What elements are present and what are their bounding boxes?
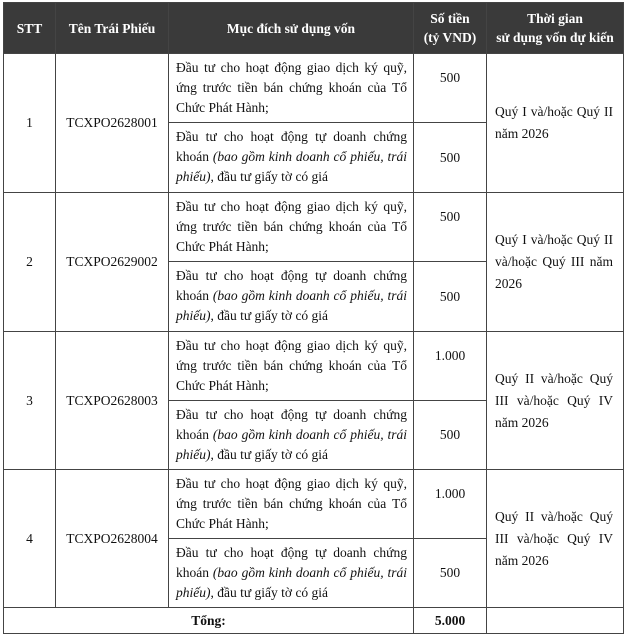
header-stt: STT [4,3,56,54]
row-amount-proprietary: 500 [414,401,487,470]
bond-use-of-proceeds-table [3,2,624,634]
row-time: Quý II và/hoặc Quý III và/hoặc Quý IV năm 2026 [487,332,624,470]
purpose-text-end: , đầu tư giấy tờ có giá [210,169,329,184]
total-label: Tổng: [4,608,414,634]
purpose-text: Đầu tư cho hoạt động tự doanh chứng khoán [176,407,407,442]
purpose-text-end: , đầu tư giấy tờ có giá [210,308,329,323]
header-amount-line1: Số tiền [430,11,470,26]
purpose-note: (bao gồm kinh doanh cổ phiếu, trái phiếu) [176,565,407,600]
row-stt: 2 [4,193,56,332]
header-amount [414,3,487,54]
row-amount-proprietary: 500 [414,123,487,193]
total-value: 5.000 [414,608,487,634]
row-purpose-margin: Đầu tư cho hoạt động giao dịch ký quỹ, ứng trước tiền bán chứng khoán của Tổ Chức Phát Hành; [169,54,414,123]
header-time [487,3,624,54]
row-time: Quý II và/hoặc Quý III và/hoặc Quý IV năm 2026 [487,470,624,608]
row-bond-name: TCXPO2629002 [56,193,169,332]
purpose-text: Đầu tư cho hoạt động tự doanh chứng khoán [176,129,407,164]
row-purpose-proprietary [169,262,414,332]
row-stt: 3 [4,332,56,470]
header-bond-name: Tên Trái Phiếu [56,3,169,54]
row-time: Quý I và/hoặc Quý II và/hoặc Quý III năm 2026 [487,193,624,332]
row-stt: 1 [4,54,56,193]
purpose-note: (bao gồm kinh doanh cổ phiếu, trái phiếu) [176,149,407,184]
row-stt: 4 [4,470,56,608]
purpose-note: (bao gồm kinh doanh cổ phiếu, trái phiếu) [176,288,407,323]
row-purpose-proprietary [169,539,414,608]
row-purpose-proprietary [169,401,414,470]
row-purpose-margin: Đầu tư cho hoạt động giao dịch ký quỹ, ứng trước tiền bán chứng khoán của Tổ Chức Phát Hành; [169,332,414,401]
table-row [4,470,624,539]
header-time-line1: Thời gian [527,11,583,26]
purpose-text: Đầu tư cho hoạt động tự doanh chứng khoán [176,268,407,303]
purpose-text: Đầu tư cho hoạt động tự doanh chứng khoán [176,545,407,580]
table-row [4,54,624,123]
purpose-text-end: , đầu tư giấy tờ có giá [210,585,329,600]
purpose-text-end: , đầu tư giấy tờ có giá [210,447,329,462]
row-amount-margin: 500 [414,54,487,123]
row-purpose-margin: Đầu tư cho hoạt động giao dịch ký quỹ, ứng trước tiền bán chứng khoán của Tổ Chức Phát Hành; [169,193,414,262]
row-bond-name: TCXPO2628003 [56,332,169,470]
header-row [4,3,624,54]
row-amount-proprietary: 500 [414,539,487,608]
header-purpose: Mục đích sử dụng vốn [169,3,414,54]
table-row [4,193,624,262]
row-time: Quý I và/hoặc Quý II năm 2026 [487,54,624,193]
row-purpose-margin: Đầu tư cho hoạt động giao dịch ký quỹ, ứng trước tiền bán chứng khoán của Tổ Chức Phát Hành; [169,470,414,539]
row-amount-margin: 1.000 [414,332,487,401]
total-row [4,608,624,634]
table-row [4,332,624,401]
row-amount-margin: 1.000 [414,470,487,539]
total-empty-cell [487,608,624,634]
header-amount-line2: (tỷ VND) [423,30,477,45]
row-purpose-proprietary [169,123,414,193]
row-amount-proprietary: 500 [414,262,487,332]
row-amount-margin: 500 [414,193,487,262]
row-bond-name: TCXPO2628004 [56,470,169,608]
row-bond-name: TCXPO2628001 [56,54,169,193]
purpose-note: (bao gồm kinh doanh cổ phiếu, trái phiếu) [176,427,407,462]
header-time-line2: sử dụng vốn dự kiến [496,30,614,45]
